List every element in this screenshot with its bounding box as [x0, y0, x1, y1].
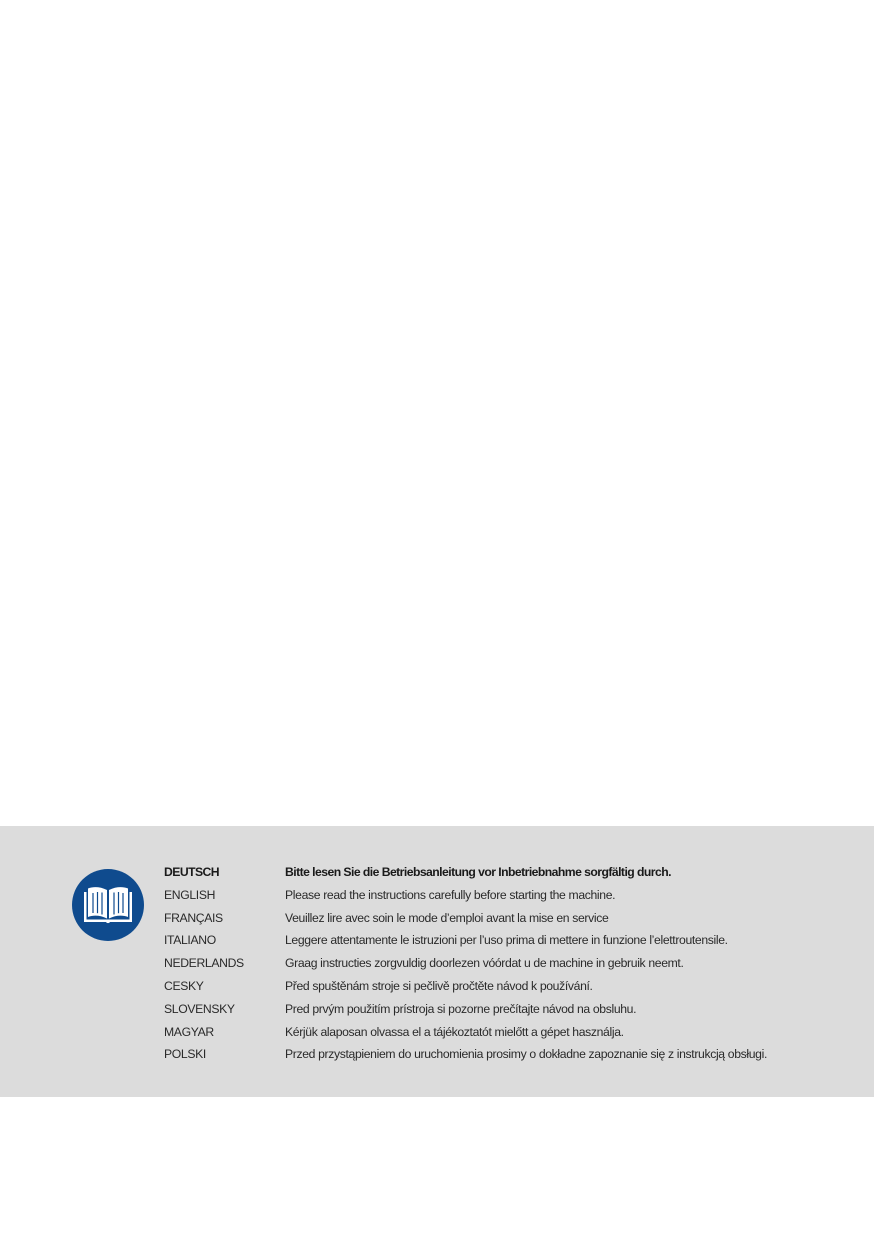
- instruction-text: Leggere attentamente le istruzioni per l’uso prima di mettere in funzione l’elettroutensile.: [285, 933, 728, 948]
- instruction-row-polski: [164, 1043, 844, 1066]
- instruction-text: Please read the instructions carefully before starting the machine.: [285, 887, 616, 902]
- instruction-row-francais: [164, 907, 844, 930]
- instruction-text: Veuillez lire avec soin le mode d’emploi avant la mise en service: [285, 910, 609, 925]
- language-label: FRANÇAIS: [164, 910, 223, 925]
- language-label: ITALIANO: [164, 933, 216, 948]
- instruction-row-italiano: [164, 929, 844, 952]
- instruction-row-magyar: [164, 1021, 844, 1044]
- instruction-text: Před spuštěnám stroje si pečlivě pročtěte návod k používání.: [285, 978, 593, 993]
- instruction-row-english: [164, 884, 844, 907]
- instruction-row-slovensky: [164, 998, 844, 1021]
- language-label: NEDERLANDS: [164, 956, 244, 971]
- language-label: ENGLISH: [164, 887, 216, 902]
- instruction-text: Przed przystąpieniem do uruchomienia prosimy o dokładne zapoznanie się z instrukcją obsługi.: [285, 1047, 767, 1062]
- language-label: MAGYAR: [164, 1024, 214, 1039]
- language-label: POLSKI: [164, 1047, 206, 1062]
- read-manual-icon: [72, 869, 144, 941]
- instruction-text: Pred prvým použitím prístroja si pozorne prečítajte návod na obsluhu.: [285, 1001, 637, 1016]
- instruction-text: Graag instructies zorgvuldig doorlezen vóórdat u de machine in gebruik neemt.: [285, 956, 684, 971]
- instruction-row-nederlands: [164, 952, 844, 975]
- language-label: CESKY: [164, 978, 204, 993]
- instruction-row-cesky: [164, 975, 844, 998]
- instruction-text: Kérjük alaposan olvassa el a tájékoztatót mielőtt a gépet használja.: [285, 1024, 624, 1039]
- instruction-text: Bitte lesen Sie die Betriebsanleitung vor Inbetriebnahme sorgfältig durch.: [285, 865, 671, 879]
- language-label: DEUTSCH: [164, 865, 220, 879]
- language-label: SLOVENSKY: [164, 1001, 235, 1016]
- instruction-row-deutsch: [164, 861, 844, 884]
- language-instructions-list: [164, 861, 844, 1066]
